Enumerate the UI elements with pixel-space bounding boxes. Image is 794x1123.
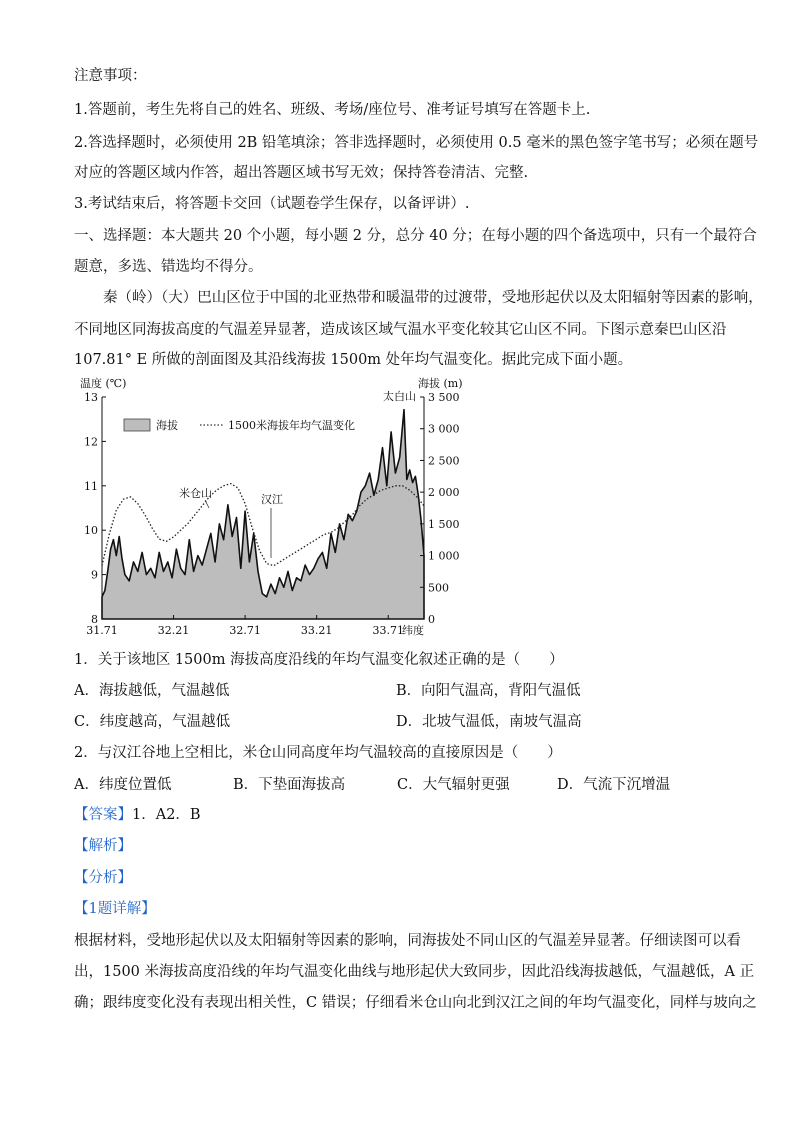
notice-item-1: 1.答题前，考生先将自己的姓名、班级、考场/座位号、准考证号填写在答题卡上. <box>74 102 591 118</box>
right-tick-label: 1 500 <box>428 517 460 531</box>
question-2-option-a[interactable]: A．纬度位置低 <box>74 777 172 793</box>
profile-chart-svg <box>72 373 463 643</box>
question-2-option-c[interactable]: C．大气辐射更强 <box>397 777 510 793</box>
left-tick-label: 12 <box>84 435 98 449</box>
detail-line-3: 确；跟纬度变化没有表现出相关性，C 错误；仔细看米仓山向北到汉江之间的年均气温变化，同样与坡向之 <box>74 995 757 1011</box>
section-heading-line2: 题意，多选、错选均不得分。 <box>74 259 263 275</box>
question-2-option-b[interactable]: B．下垫面海拔高 <box>233 777 346 793</box>
right-tick-label: 3 000 <box>428 422 460 436</box>
right-tick-label: 500 <box>428 581 449 595</box>
right-tick-label: 2 000 <box>428 486 460 500</box>
question-1-option-d[interactable]: D．北坡气温低，南坡气温高 <box>396 714 582 730</box>
x-tick-label: 32.21 <box>157 624 190 637</box>
detail-label: 【1题详解】 <box>74 901 156 917</box>
question-1-option-a[interactable]: A．海拔越低，气温越低 <box>74 683 230 699</box>
legend-swatch-terrain <box>124 419 150 431</box>
question-2-stem: 2．与汉江谷地上空相比，米仓山同高度年均气温较高的直接原因是（ ） <box>74 745 562 761</box>
notice-item-3: 3.考试结束后，将答题卡交回（试题卷学生保存，以备评讲）. <box>74 196 470 212</box>
annotation-micang: 米仓山 <box>179 487 212 500</box>
question-1-option-c[interactable]: C．纬度越高，气温越低 <box>74 714 231 730</box>
terrain-layer <box>102 410 424 619</box>
notice-title: 注意事项： <box>74 68 147 84</box>
annotation-taibai: 太白山 <box>383 390 416 403</box>
passage-line-2: 不同地区同海拔高度的气温差异显著，造成该区域气温水平变化较其它山区不同。下图示意秦巴山区沿 <box>74 322 727 338</box>
x-tick-label: 31.71 <box>86 624 118 637</box>
annotation-hanjiang: 汉江 <box>261 493 283 506</box>
question-1-option-b[interactable]: B．向阳气温高，背阳气温低 <box>396 683 581 699</box>
profile-chart <box>72 373 463 643</box>
answer-line <box>74 805 201 825</box>
detail-line-2: 出，1500 米海拔高度沿线的年均气温变化曲线与地形起伏大致同步，因此沿线海拔越低，气温越低，A 正 <box>74 964 755 980</box>
answer-label: 【答案】 <box>74 807 132 823</box>
x-tick-label: 33.21 <box>300 624 333 637</box>
y-axis-label-left: 温度 (℃) <box>80 377 127 390</box>
annotation-micang-pointer <box>205 500 209 508</box>
section-heading-line1: 一、选择题：本大题共 20 个小题，每小题 2 分，总分 40 分；在每小题的四个备选项中，只有一个最符合 <box>74 228 757 244</box>
analysis-label: 【解析】 <box>74 838 132 854</box>
right-tick-label: 1 000 <box>428 549 460 563</box>
legend-label-temp: 1500米海拔年均气温变化 <box>228 419 355 432</box>
left-tick-label: 9 <box>91 568 98 582</box>
y-axis-label-right: 海拔 (m) <box>418 377 463 390</box>
left-tick-label: 11 <box>84 479 98 493</box>
question-1-stem: 1．关于该地区 1500m 海拔高度沿线的年均气温变化叙述正确的是（ ） <box>74 652 564 668</box>
x-axis-label: 纬度 <box>402 624 424 637</box>
x-tick-label: 32.71 <box>229 624 261 637</box>
left-tick-label: 8 <box>91 613 98 626</box>
left-tick-label: 13 <box>84 391 98 404</box>
right-tick-label: 2 500 <box>428 454 460 468</box>
legend-label-terrain: 海拔 <box>156 419 178 432</box>
notice-item-2: 2.答选择题时，必须使用 2B 铅笔填涂；答非选择题时，必须使用 0.5 毫米的黑色签字笔书写；必须在题号 <box>74 135 759 151</box>
detail-line-1: 根据材料，受地形起伏以及太阳辐射等因素的影响，同海拔处不同山区的气温差异显著。仔细读图可以看 <box>74 933 741 949</box>
notice-item-2-cont: 对应的答题区域内作答，超出答题区域书写无效；保持答卷清洁、完整. <box>74 165 529 181</box>
answer-text: 1．A2．B <box>132 807 201 823</box>
terrain-area <box>102 410 424 619</box>
right-tick-label: 0 <box>428 613 435 626</box>
left-tick-label: 10 <box>84 524 98 538</box>
right-tick-label: 3 500 <box>428 391 460 404</box>
x-tick-label: 33.71 <box>372 624 404 637</box>
passage-line-3: 107.81° E 所做的剖面图及其沿线海拔 1500m 处年均气温变化。据此完成下面小题。 <box>74 352 633 368</box>
fenxi-label: 【分析】 <box>74 870 132 886</box>
question-2-option-d[interactable]: D．气流下沉增温 <box>557 777 671 793</box>
passage-line-1: 秦（岭）（大）巴山区位于中国的北亚热带和暖温带的过渡带，受地形起伏以及太阳辐射等因素的影响， <box>103 290 763 306</box>
